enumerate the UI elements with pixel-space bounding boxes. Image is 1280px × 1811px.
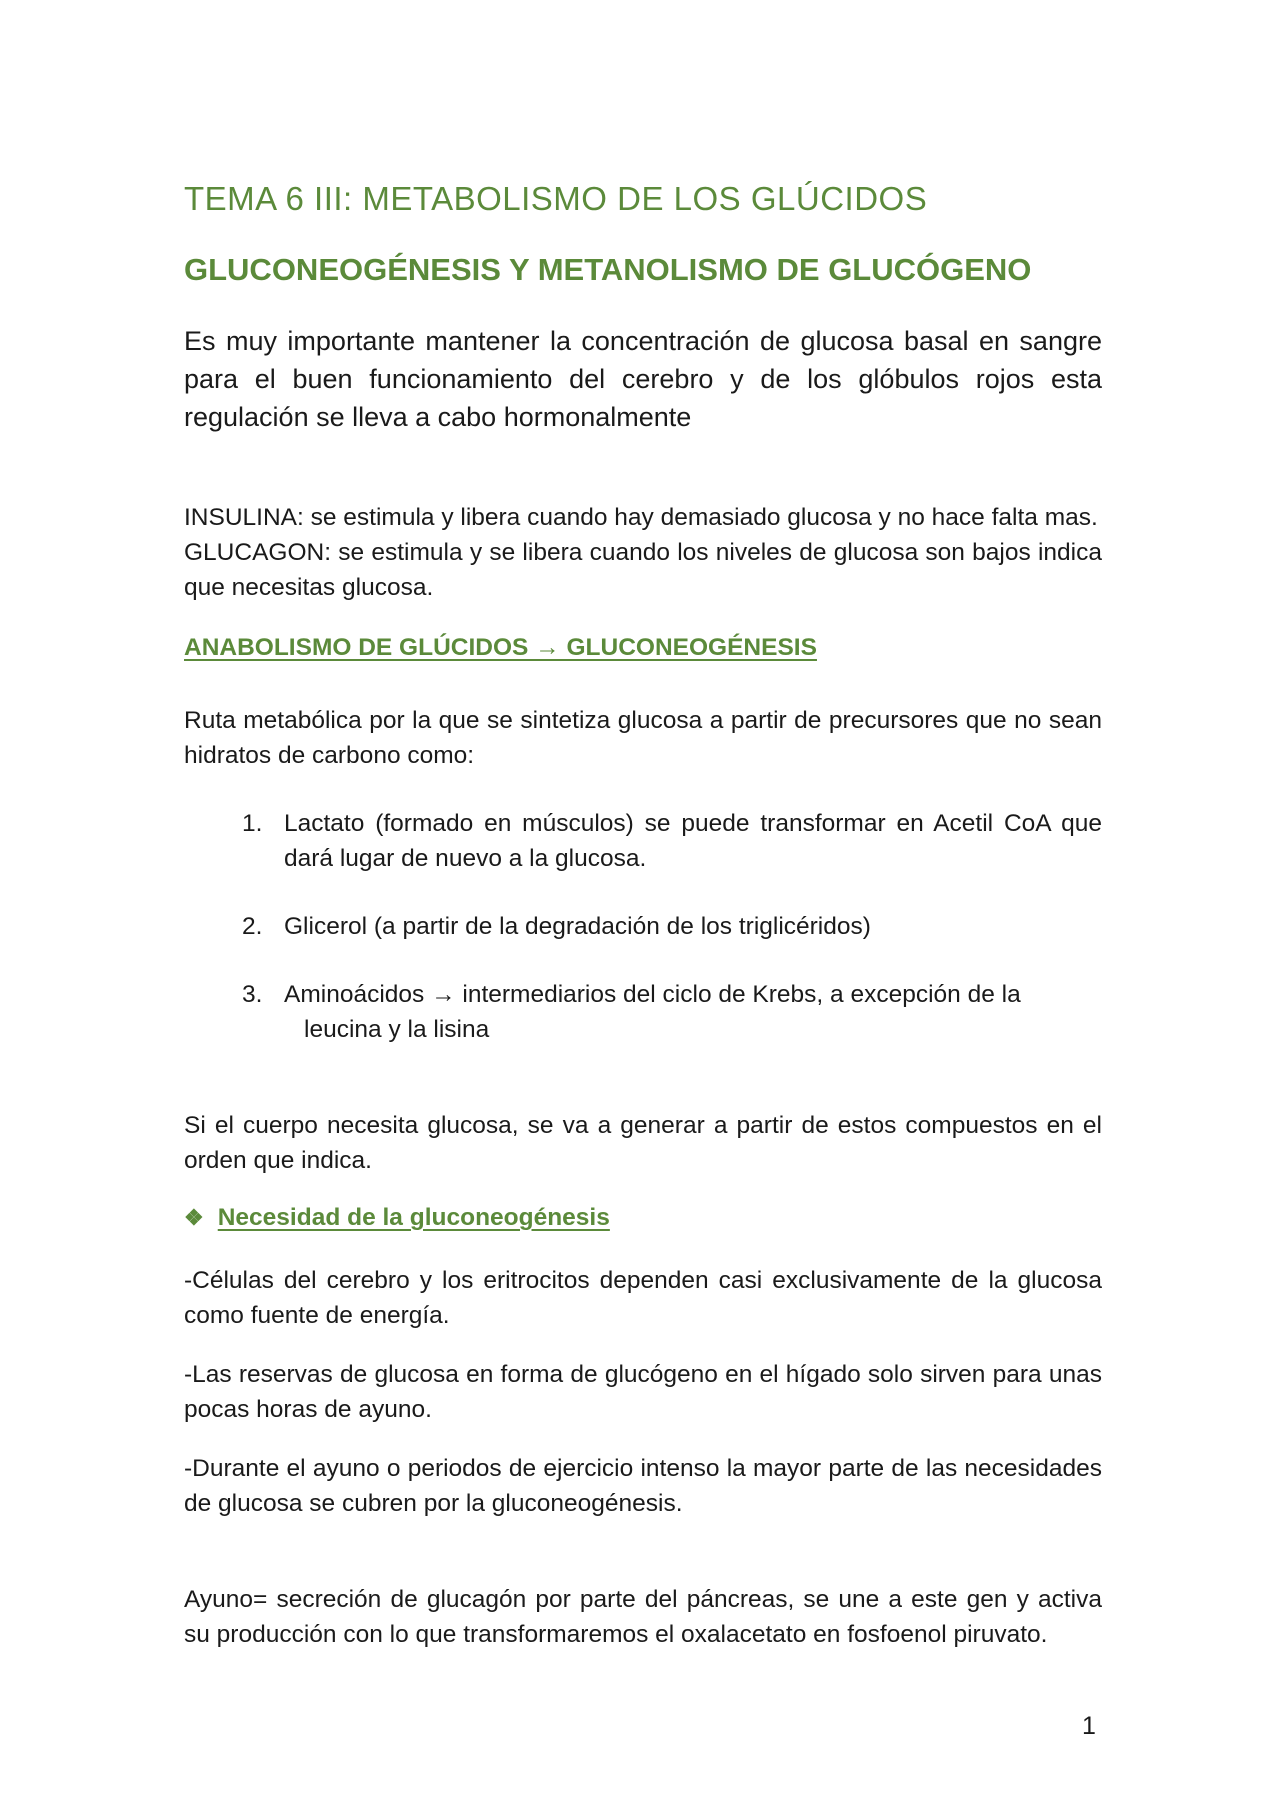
list-item-continuation: leucina y la lisina	[304, 1016, 490, 1043]
hormones-block	[184, 500, 1102, 605]
ruta-paragraph: Ruta metabólica por la que se sintetiza glucosa a partir de precursores que no sean hidratos de carbono como:	[184, 707, 1102, 769]
list-number: 2.	[242, 913, 263, 940]
list-item-text: Aminoácidos → intermediarios del ciclo de Krebs, a excepción de la	[284, 981, 1021, 1008]
list-item	[242, 977, 1102, 1047]
list-number: 1.	[242, 810, 263, 837]
list-item-text: Glicerol (a partir de la degradación de los triglicéridos)	[284, 913, 871, 940]
necesidad-heading-text: Necesidad de la gluconeogénesis	[217, 1204, 610, 1231]
anabolismo-heading: ANABOLISMO DE GLÚCIDOS → GLUCONEOGÉNESIS	[184, 634, 817, 661]
document-subtitle: GLUCONEOGÉNESIS Y METANOLISMO DE GLUCÓGENO	[184, 252, 1032, 287]
document-title: TEMA 6 III: METABOLISMO DE LOS GLÚCIDOS	[184, 180, 928, 217]
list-number: 3.	[242, 981, 263, 1008]
list-item	[242, 909, 1102, 944]
insulina-line: INSULINA: se estimula y libera cuando hay demasiado glucosa y no hace falta mas.	[184, 504, 1098, 531]
necesidad-item: -Las reservas de glucosa en forma de glucógeno en el hígado solo sirven para unas pocas horas de ayuno.	[184, 1361, 1102, 1423]
necesidad-item: -Durante el ayuno o periodos de ejercicio intenso la mayor parte de las necesidades de glucosa se cubren por la gluconeogénesis.	[184, 1455, 1102, 1517]
page-number: 1	[1082, 1712, 1096, 1740]
list-item-text: Lactato (formado en músculos) se puede transformar en Acetil CoA que dará lugar de nuevo a la glucosa.	[284, 810, 1102, 872]
necesidad-heading	[184, 1204, 1102, 1232]
precursores-list	[242, 806, 1102, 1080]
document-page	[184, 0, 1102, 1811]
diamond-bullet-icon: ❖	[184, 1205, 204, 1230]
ayuno-paragraph: Ayuno= secreción de glucagón por parte del páncreas, se une a este gen y activa su producción con lo que transformaremos el oxalacetato en fosfoenol piruvato.	[184, 1586, 1102, 1648]
intro-paragraph: Es muy importante mantener la concentración de glucosa basal en sangre para el buen funcionamiento del cerebro y de los glóbulos rojos esta regulación se lleva a cabo hormonalmente	[184, 326, 1102, 432]
glucagon-line: GLUCAGON: se estimula y se libera cuando los niveles de glucosa son bajos indica que necesitas glucosa.	[184, 539, 1102, 601]
si-cuerpo-paragraph: Si el cuerpo necesita glucosa, se va a generar a partir de estos compuestos en el orden que indica.	[184, 1112, 1102, 1174]
list-item	[242, 806, 1102, 876]
necesidad-item: -Células del cerebro y los eritrocitos dependen casi exclusivamente de la glucosa como fuente de energía.	[184, 1267, 1102, 1329]
